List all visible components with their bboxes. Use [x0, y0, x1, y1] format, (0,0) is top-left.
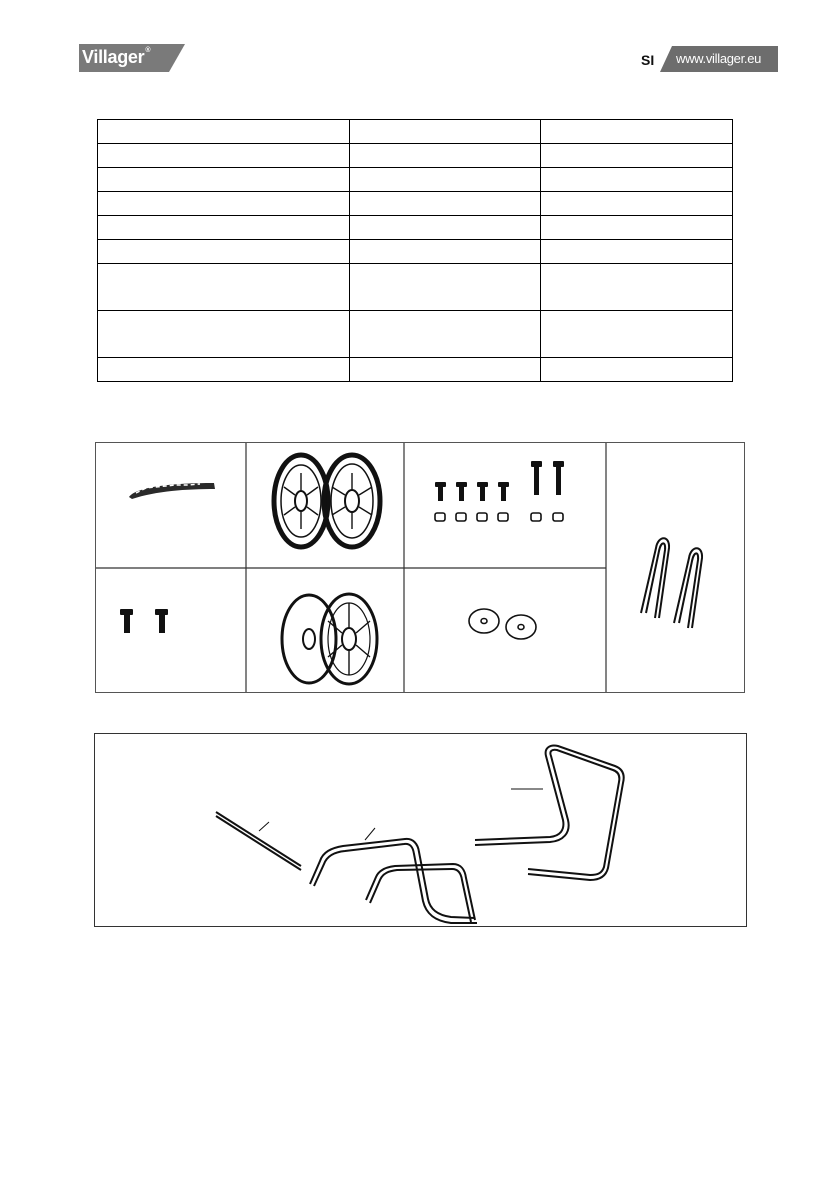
upper-handle-frame-icon: [475, 745, 624, 880]
language-code: SI: [641, 52, 655, 68]
spec-row: [98, 264, 733, 311]
spec-cell: [98, 144, 350, 168]
brand-name: Villager: [82, 47, 145, 67]
wire-clips-icon: [641, 538, 702, 628]
short-bolts-icon: [120, 609, 168, 633]
spec-cell: [541, 192, 733, 216]
spec-cell: [98, 240, 350, 264]
spec-cell: [541, 168, 733, 192]
spec-cell: [541, 358, 733, 382]
spec-row: [98, 144, 733, 168]
large-wheels-icon: [274, 455, 380, 547]
spec-cell: [541, 264, 733, 311]
spec-cell: [350, 216, 541, 240]
spec-cell: [350, 264, 541, 311]
specification-table: [97, 119, 733, 382]
spec-cell: [350, 144, 541, 168]
spec-row: [98, 358, 733, 382]
spec-cell: [350, 240, 541, 264]
website-badge[interactable]: [660, 46, 778, 72]
spec-row: [98, 192, 733, 216]
frame-panel: [94, 733, 747, 927]
spec-cell: [98, 358, 350, 382]
bolts-and-nuts-icon: [435, 461, 564, 521]
spec-cell: [350, 358, 541, 382]
spec-cell: [541, 144, 733, 168]
spec-cell: [98, 168, 350, 192]
frame-illustration: [95, 734, 746, 926]
spec-cell: [541, 311, 733, 358]
spec-cell: [350, 120, 541, 144]
washers-icon: [469, 609, 536, 639]
small-wheels-icon: [282, 594, 377, 684]
spec-cell: [98, 311, 350, 358]
spec-cell: [98, 216, 350, 240]
spec-row: [98, 168, 733, 192]
spec-row: [98, 311, 733, 358]
axle-rod-icon: [216, 812, 301, 870]
brand-logo: [79, 44, 185, 72]
spec-cell: [350, 168, 541, 192]
spec-row: [98, 240, 733, 264]
spec-cell: [350, 192, 541, 216]
spec-cell: [350, 311, 541, 358]
spec-cell: [541, 240, 733, 264]
lower-frame-icon: [310, 828, 477, 923]
handle-icon: [129, 483, 215, 499]
spec-cell: [98, 264, 350, 311]
parts-panel: [95, 442, 745, 693]
parts-illustration: [96, 443, 744, 692]
spec-cell: [541, 216, 733, 240]
spec-cell: [541, 120, 733, 144]
website-url: www.villager.eu: [676, 51, 762, 66]
spec-cell: [98, 192, 350, 216]
spec-row: [98, 216, 733, 240]
spec-row: [98, 120, 733, 144]
brand-mark: ®: [145, 47, 151, 54]
spec-cell: [98, 120, 350, 144]
